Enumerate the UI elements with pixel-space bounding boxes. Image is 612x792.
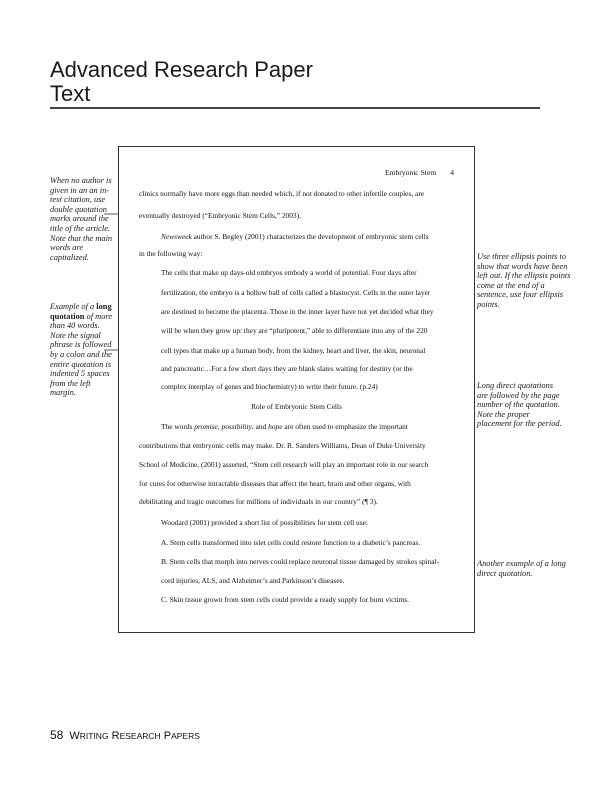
- note-page-number: [477, 381, 563, 429]
- list-item-b-cont: cord injuries, ALS, and Alzheimer’s and Parkinson’s diseases.: [161, 576, 345, 585]
- note-ellipsis: [477, 252, 573, 310]
- paper-line-14: School of Medicine, (2001) asserted, “Stem cell research will play an important role in our search: [139, 460, 429, 469]
- section-heading: Role of Embryonic Stem Cells: [251, 402, 342, 411]
- paper-line-17: Woodard (2001) provided a short list of possibilities for stem cell use:: [161, 518, 368, 527]
- word-hope: hope: [268, 422, 283, 431]
- heading-rule: [50, 107, 540, 109]
- footer-page-number: 58: [50, 728, 64, 742]
- list-item-a: A. Stem cells transformed into islet cells could restore function to a diabetic’s pancreas.: [161, 538, 421, 547]
- paper-line-16: debilitating and tragic outcomes for millions of individuals in our country” (¶ 3).: [139, 497, 378, 506]
- footer-esearch: ESEARCH: [119, 731, 161, 741]
- paper-line-words-text: are often used to emphasize the important: [284, 422, 408, 431]
- word-promise: promise: [194, 422, 218, 431]
- paper-line-2: eventually destroyed (“Embryonic Stem Cells,” 2003).: [139, 211, 301, 220]
- paper-line-4: in the following way:: [139, 249, 203, 258]
- paper-line-3-text: author S. Begley (2001) characterizes the development of embryonic stem cells: [193, 232, 429, 241]
- note-long-quotation-bold: long quotation: [50, 302, 112, 321]
- footer-r: R: [111, 730, 120, 742]
- words-comma: ,: [217, 422, 222, 431]
- sample-paper-page: [118, 146, 475, 633]
- block-quote-line-3: are destined to become the placenta. Those in the inner layer have not yet decided what they: [161, 307, 434, 316]
- footer-w: W: [69, 730, 80, 742]
- note-long-quotation-a: Example of a: [50, 302, 95, 311]
- block-quote-line-6: and pancreatic…For a few short days they are blank slates waiting for destiny (or the: [161, 364, 413, 373]
- paper-line-words: [161, 422, 408, 431]
- footer-p: P: [163, 730, 172, 742]
- heading-line-1: Advanced Research Paper: [50, 57, 313, 82]
- page-heading: [50, 58, 313, 106]
- block-quote-line-2: fertilization, the embryo is a hollow ball of cells called a blastocyst. Cells in the outer layer: [161, 288, 431, 297]
- newsweek-title: Newsweek: [161, 232, 192, 241]
- footer-riting: RITING: [79, 731, 109, 741]
- list-item-c: C. Skin tissue grown from stem cells could provide a ready supply for burn victims.: [161, 595, 409, 604]
- paper-line-13: contributions that embryonic cells may make. Dr. R. Sanders Williams, Dean of Duke University: [139, 441, 426, 450]
- note-another-example: [477, 559, 573, 578]
- paper-line-1: clinics normally have more eggs than needed which, if not donated to other infertile couples, are: [139, 189, 425, 198]
- paper-line-3: [161, 232, 429, 241]
- block-quote-line-7: complex interplay of genes and biochemistry) to write their future. (p.24): [161, 382, 378, 391]
- words-and: , and: [251, 422, 269, 431]
- running-head-page: 4: [450, 168, 454, 177]
- heading-line-2: Text: [50, 81, 91, 106]
- note-long-quotation-c: of more than 40 words. Note the signal phrase is followed by a colon and the entire quotation is indented 5 spaces from the left margin.: [50, 311, 113, 398]
- note-another-example-text: Another example of a long direct quotation.: [477, 559, 566, 578]
- running-head: [385, 168, 454, 177]
- paper-line-15: for cures for otherwise intractable diseases that affect the heart, brain and other organs, with: [139, 479, 411, 488]
- block-quote-line-5: cell types that make up a human body, from the kidney, heart and liver, the skin, neuronal: [161, 346, 426, 355]
- block-quote-line-4: will be when they grow up: they are “pluripotent,” able to differentiate into any of the 220: [161, 326, 428, 335]
- note-ellipsis-text: Use three ellipsis points to show that words have been left out. If the ellipsis points come at the end of a sentence, use four ellipsis points.: [477, 252, 571, 309]
- block-quote-line-1: The cells that make up days-old embryos embody a world of potential. Four days after: [161, 268, 417, 277]
- note-no-author: [50, 176, 116, 262]
- note-no-author-text: When no author is given in an an in-text citation, use double quotation marks around the title of the article. Note that the main words are capitalized.: [50, 176, 113, 262]
- page-footer: [50, 728, 200, 742]
- note-page-number-text: Long direct quotations are followed by the page number of the quotation. Note the proper placement for the period.: [477, 381, 562, 429]
- running-head-title: Embryonic Stem: [384, 168, 437, 177]
- list-item-b: B. Stem cells that morph into nerves could replace neuronal tissue damaged by strokes spinal-: [161, 557, 440, 566]
- footer-apers: APERS: [171, 731, 200, 741]
- words-prefix: The words: [161, 422, 195, 431]
- word-possibility: possibility: [221, 422, 252, 431]
